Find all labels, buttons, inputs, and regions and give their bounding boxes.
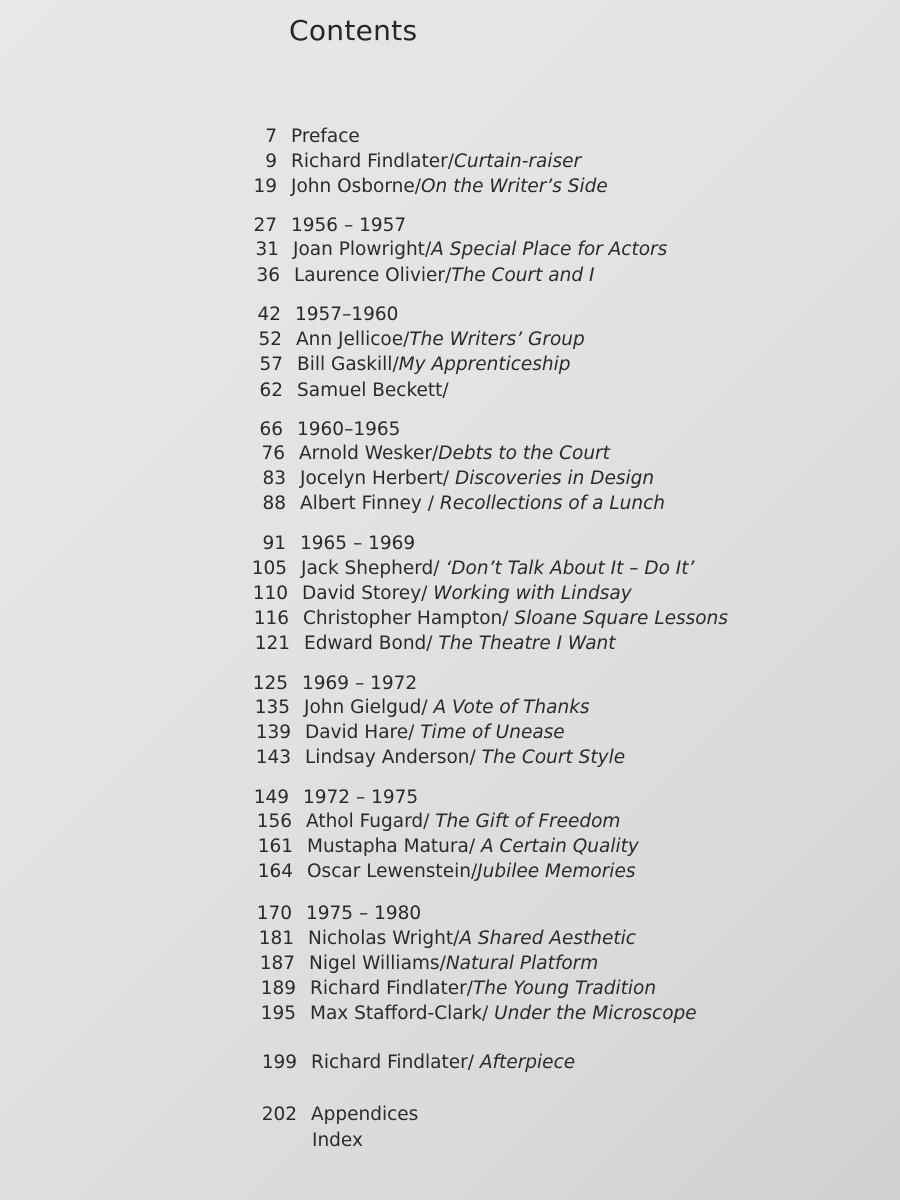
toc-entry: [256, 809, 621, 835]
entry-separator: /: [439, 953, 446, 974]
toc-entry: [251, 556, 695, 582]
entry-author: 1975 – 1980: [306, 903, 422, 924]
toc-entry: [254, 631, 616, 657]
entry-text: [301, 556, 694, 582]
entry-author: Christopher Hampton: [303, 608, 503, 629]
entry-separator: /: [426, 633, 439, 654]
entry-author: Richard Findlater: [310, 978, 467, 999]
entry-text: [291, 174, 608, 200]
entry-separator: /: [442, 380, 449, 401]
entry-text: [291, 213, 406, 239]
page-number: 143: [255, 747, 291, 768]
entry-title: Recollections of a Lunch: [439, 493, 665, 514]
toc-entry: [262, 466, 655, 492]
entry-author: 1960–1965: [297, 419, 401, 440]
entry-author: 1972 – 1975: [303, 787, 419, 808]
entry-separator: /: [447, 151, 454, 172]
page-number: 27: [253, 215, 277, 236]
entry-title: The Court and I: [451, 265, 595, 286]
entry-text: [303, 785, 418, 811]
entry-separator: /: [466, 978, 473, 999]
entry-separator: /: [469, 747, 482, 768]
entry-title: Working with Lindsay: [433, 583, 632, 604]
entry-title: Curtain-raiser: [454, 151, 582, 172]
toc-entry: [257, 859, 636, 885]
toc-entry: [255, 720, 565, 746]
page-number: 189: [260, 978, 296, 999]
entry-text: [296, 327, 585, 353]
entry-author: Index: [312, 1130, 363, 1151]
entry-separator: /: [433, 558, 446, 579]
entry-text: [300, 531, 415, 557]
toc-entry: [252, 671, 418, 697]
entry-text: [307, 859, 635, 885]
page-number: 170: [256, 903, 292, 924]
toc-entry: [261, 1102, 419, 1128]
entry-text: [303, 606, 728, 632]
entry-separator: /: [442, 468, 456, 489]
entry-text: [306, 809, 620, 835]
toc-entry: [256, 901, 422, 927]
entry-title: The Writers’ Group: [409, 329, 585, 350]
entry-text: [291, 124, 360, 150]
entry-title: A Certain Quality: [480, 836, 639, 857]
toc-entry: [256, 263, 595, 289]
page-number: 116: [253, 608, 289, 629]
entry-separator: /: [403, 329, 410, 350]
entry-author: Nigel Williams: [309, 953, 440, 974]
entry-author: 1969 – 1972: [302, 673, 418, 694]
toc-entry: [259, 417, 401, 443]
entry-title: Afterpiece: [479, 1052, 576, 1073]
toc-entry: [260, 976, 657, 1002]
entry-text: [306, 901, 421, 927]
entry-title: The Court Style: [481, 747, 626, 768]
entry-text: [300, 466, 654, 492]
entry-text: [307, 834, 639, 860]
entry-text: [310, 976, 656, 1002]
page-number: 139: [255, 722, 291, 743]
toc-entry: [262, 491, 665, 517]
entry-separator: /: [421, 493, 440, 514]
entry-separator: /: [481, 1003, 495, 1024]
page-number: 149: [253, 787, 289, 808]
entry-title: Natural Platform: [445, 953, 599, 974]
entry-author: John Gielgud: [304, 697, 422, 718]
entry-title: The Theatre I Want: [438, 633, 616, 654]
entry-author: Lindsay Anderson: [305, 747, 470, 768]
page-number: 66: [259, 419, 283, 440]
entry-text: [311, 1102, 418, 1128]
entry-separator: /: [392, 354, 399, 375]
entry-text: [297, 352, 571, 378]
entry-author: 1956 – 1957: [291, 215, 407, 236]
entry-separator: /: [421, 697, 434, 718]
entry-author: Appendices: [311, 1104, 419, 1125]
toc-entry: [261, 441, 610, 467]
entry-separator: /: [453, 928, 460, 949]
page-number: 187: [259, 953, 295, 974]
toc-entry: [257, 834, 639, 860]
entry-text: [304, 631, 616, 657]
entry-separator: /: [445, 265, 452, 286]
page-number: 36: [256, 265, 280, 286]
entry-text: [310, 1001, 697, 1027]
page-number: 31: [255, 239, 279, 260]
entry-author: Richard Findlater: [311, 1052, 468, 1073]
entry-author: Arnold Wesker: [299, 443, 433, 464]
entry-author: Samuel Beckett: [297, 380, 443, 401]
page-number: 105: [251, 558, 287, 579]
toc-entry: [265, 124, 360, 150]
entry-text: [305, 720, 565, 746]
page-number: 83: [262, 468, 286, 489]
entry-author: John Osborne: [291, 176, 415, 197]
toc-entry: [253, 213, 407, 239]
page-number: 202: [261, 1104, 297, 1125]
entry-author: David Hare: [305, 722, 409, 743]
entry-separator: /: [468, 836, 481, 857]
entry-author: Bill Gaskill: [297, 354, 393, 375]
entry-separator: /: [424, 239, 432, 260]
page-number: 91: [262, 533, 286, 554]
toc-entry: [252, 581, 632, 607]
page-number: 125: [252, 673, 288, 694]
entry-title: A Special Place for Actors: [431, 239, 668, 260]
entry-text: [309, 951, 598, 977]
entry-author: Oscar Lewenstein: [307, 861, 471, 882]
entry-separator: /: [423, 811, 436, 832]
entry-author: Richard Findlater: [291, 151, 448, 172]
entry-title: Under the Microscope: [494, 1003, 697, 1024]
entry-author: Athol Fugard: [306, 811, 424, 832]
entry-title: My Apprenticeship: [398, 354, 571, 375]
page-title: Contents: [289, 14, 418, 47]
entry-title: Debts to the Court: [438, 443, 610, 464]
toc-entry: [258, 327, 585, 353]
page-number: 156: [256, 811, 292, 832]
entry-title: The Young Tradition: [473, 978, 657, 999]
entry-separator: /: [502, 608, 515, 629]
toc-entry: [255, 237, 668, 263]
entry-author: 1965 – 1969: [300, 533, 416, 554]
toc-entry: [265, 149, 582, 175]
entry-separator: /: [467, 1052, 480, 1073]
page-number: 161: [257, 836, 293, 857]
entry-text: [312, 1128, 363, 1154]
entry-text: [305, 745, 625, 771]
toc-entry: [257, 302, 399, 328]
entry-separator: /: [432, 443, 439, 464]
entry-title: A Vote of Thanks: [433, 697, 590, 718]
entry-author: 1957–1960: [295, 304, 399, 325]
page-number: 57: [259, 354, 283, 375]
entry-separator: /: [408, 722, 421, 743]
entry-text: [304, 695, 590, 721]
toc-entry: [253, 785, 419, 811]
toc-entry: [260, 1001, 697, 1027]
entry-text: [302, 671, 417, 697]
entry-title: Discoveries in Design: [455, 468, 655, 489]
entry-title: A Shared Aesthetic: [459, 928, 636, 949]
entry-title: On the Writer’s Side: [421, 176, 608, 197]
entry-text: [302, 581, 632, 607]
page-number: 195: [260, 1003, 296, 1024]
toc-entry: [254, 695, 590, 721]
page-number: 19: [253, 176, 277, 197]
entry-text: [308, 926, 636, 952]
entry-author: Laurence Olivier: [294, 265, 446, 286]
page-number: 9: [265, 151, 277, 172]
entry-author: Albert Finney: [300, 493, 422, 514]
toc-entry: [262, 531, 416, 557]
entry-separator: /: [414, 176, 421, 197]
page-number: 135: [254, 697, 290, 718]
toc-entry: [261, 1050, 576, 1076]
entry-author: Preface: [291, 126, 360, 147]
entry-title: ‘Don’t Talk About It – Do It’: [445, 558, 695, 579]
entry-title: The Gift of Freedom: [435, 811, 621, 832]
toc-entry: [259, 352, 571, 378]
entry-author: Nicholas Wright: [308, 928, 454, 949]
entry-separator: /: [421, 583, 434, 604]
page-number: 62: [259, 380, 283, 401]
entry-author: Mustapha Matura: [307, 836, 469, 857]
toc-entry: [253, 174, 608, 200]
toc-entry: [258, 926, 636, 952]
entry-title: Sloane Square Lessons: [514, 608, 728, 629]
page-number: 164: [257, 861, 293, 882]
entry-text: [293, 237, 667, 263]
entry-text: [294, 263, 594, 289]
entry-author: Jack Shepherd: [301, 558, 434, 579]
entry-author: Joan Plowright: [293, 239, 425, 260]
toc-entry: [312, 1128, 363, 1154]
entry-author: David Storey: [302, 583, 422, 604]
page-number: 199: [261, 1052, 297, 1073]
page-number: 52: [258, 329, 282, 350]
entry-text: [311, 1050, 575, 1076]
entry-author: Edward Bond: [304, 633, 427, 654]
entry-text: [297, 378, 449, 404]
page-number: 7: [265, 126, 277, 147]
entry-text: [295, 302, 398, 328]
toc-entry: [255, 745, 626, 771]
toc-entry: [259, 378, 449, 404]
entry-title: Jubilee Memories: [477, 861, 636, 882]
page-number: 110: [252, 583, 288, 604]
page-number: 76: [261, 443, 285, 464]
entry-text: [297, 417, 400, 443]
page-number: 88: [262, 493, 286, 514]
entry-author: Jocelyn Herbert: [300, 468, 443, 489]
entry-author: Ann Jellicoe: [296, 329, 404, 350]
entry-separator: /: [470, 861, 478, 882]
entry-text: [291, 149, 581, 175]
entry-author: Max Stafford-Clark: [310, 1003, 482, 1024]
toc-entry: [259, 951, 599, 977]
entry-text: [299, 441, 610, 467]
entry-title: Time of Unease: [420, 722, 565, 743]
entry-text: [300, 491, 665, 517]
toc-entry: [253, 606, 728, 632]
page-number: 181: [258, 928, 294, 949]
page-number: 121: [254, 633, 290, 654]
page-number: 42: [257, 304, 281, 325]
